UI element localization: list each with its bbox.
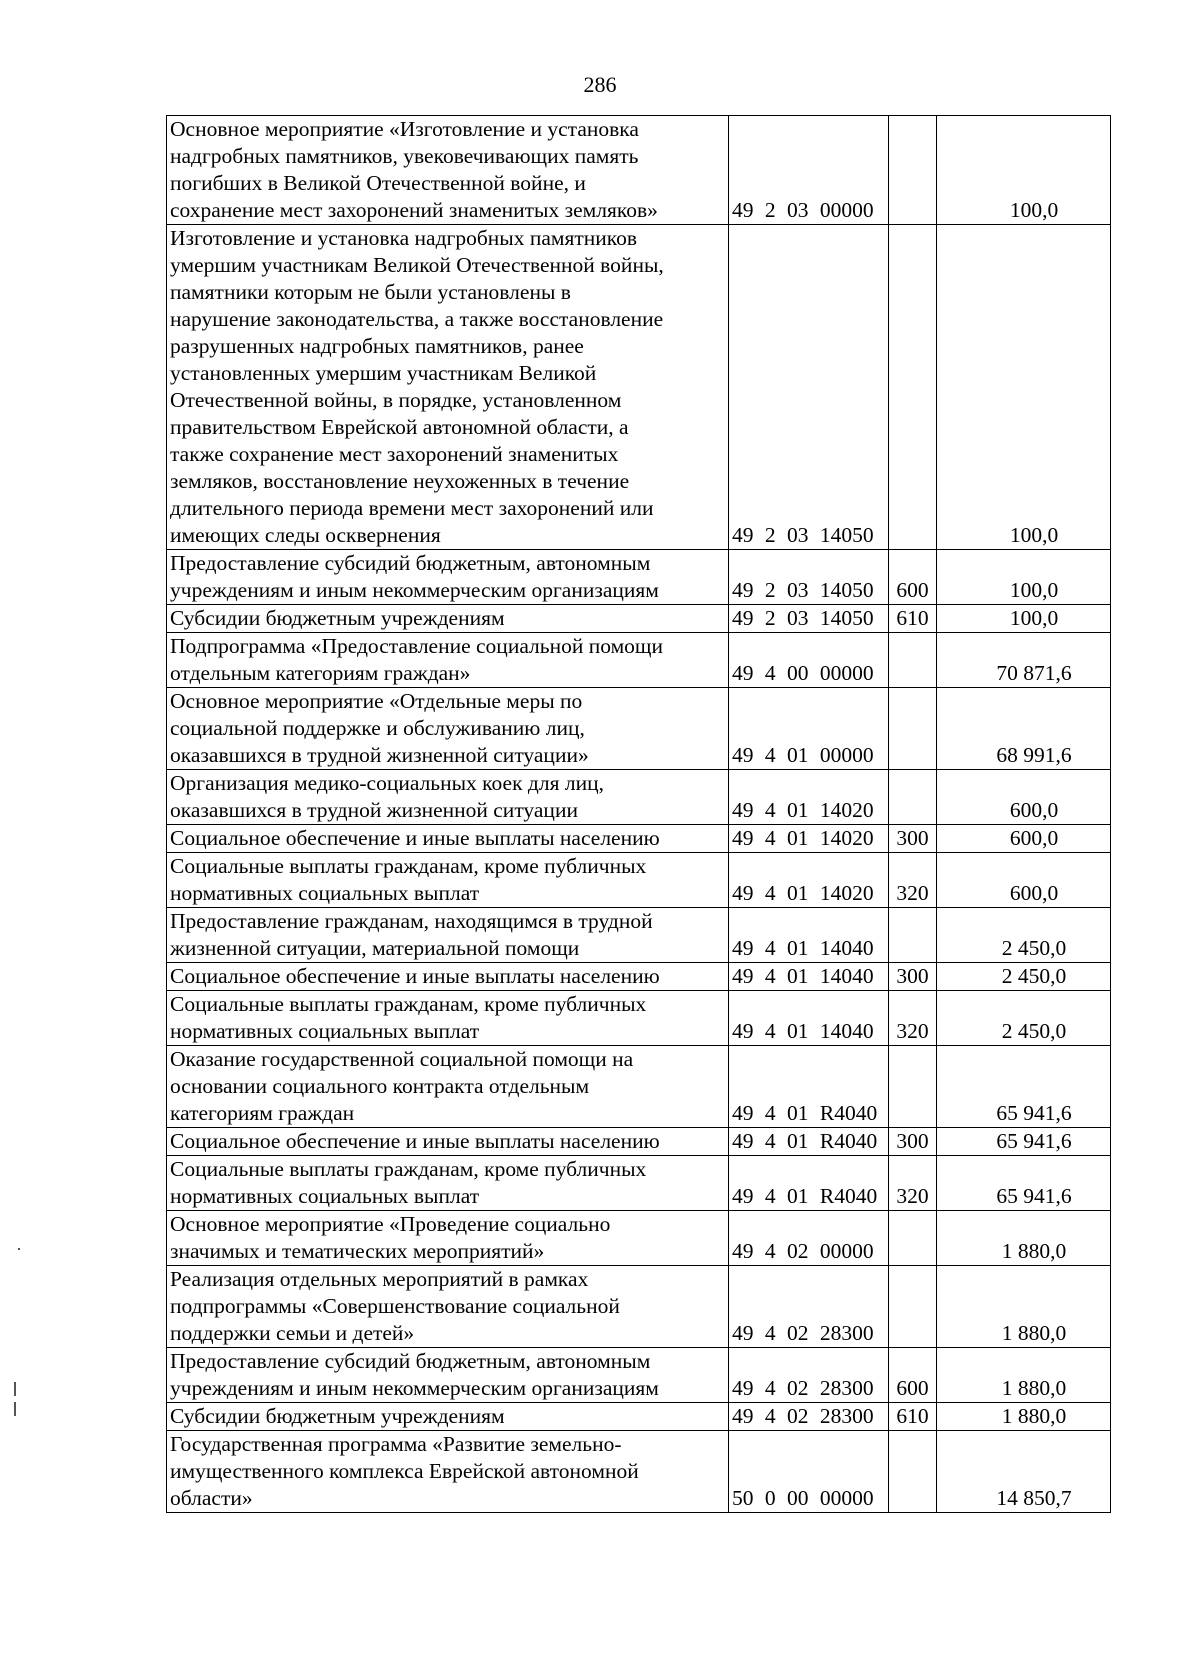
row-name-cell: Изготовление и установка надгробных памятников умершим участникам Великой Отечественной войны, памятники которым не были установлены в нарушение законодательства, а также восстановление разрушенных надгробных памятников, ранее установленных умершим участникам Великой Отечественной войны, в порядке, установленном правительством Еврейской автономной области, а также сохранение мест захоронений знаменитых земляков, восстановление неухоженных в течение длительного периода времени мест захоронений или имеющих следы осквернения [167,225,729,550]
row-type-cell [889,1266,937,1348]
row-name-cell: Реализация отдельных мероприятий в рамках подпрограммы «Совершенствование социальной поддержки семьи и детей» [167,1266,729,1348]
row-name-cell: Организация медико-социальных коек для лиц, оказавшихся в трудной жизненной ситуации [167,770,729,825]
row-name-cell: Основное мероприятие «Отдельные меры по социальной поддержке и обслуживанию лиц, оказавшихся в трудной жизненной ситуации» [167,688,729,770]
row-amount-cell: 1 880,0 [937,1211,1111,1266]
row-type-cell: 610 [889,1403,937,1431]
row-type-cell: 300 [889,825,937,853]
row-code-cell: 50 0 00 00000 [729,1431,889,1513]
row-name-cell: Основное мероприятие «Проведение социально значимых и тематических мероприятий» [167,1211,729,1266]
table-row [167,605,1111,633]
row-amount-cell: 1 880,0 [937,1266,1111,1348]
row-code-cell: 49 4 01 14040 [729,963,889,991]
row-name-cell: Основное мероприятие «Изготовление и установка надгробных памятников, увековечивающих память погибших в Великой Отечественной войне, и сохранение мест захоронений знаменитых земляков» [167,116,729,225]
row-amount-cell: 100,0 [937,116,1111,225]
budget-table [166,115,1111,1513]
table-row [167,1403,1111,1431]
scan-mark [14,1402,16,1416]
row-type-cell [889,633,937,688]
row-amount-cell: 65 941,6 [937,1046,1111,1128]
row-code-cell: 49 4 01 14040 [729,991,889,1046]
row-type-cell [889,225,937,550]
row-name-cell: Социальные выплаты гражданам, кроме публичных нормативных социальных выплат [167,853,729,908]
row-type-cell [889,1046,937,1128]
row-name-cell: Субсидии бюджетным учреждениям [167,1403,729,1431]
row-amount-cell: 68 991,6 [937,688,1111,770]
row-amount-cell: 600,0 [937,825,1111,853]
row-amount-cell: 2 450,0 [937,991,1111,1046]
scan-mark [14,1382,16,1396]
row-type-cell [889,908,937,963]
row-code-cell: 49 4 01 14020 [729,853,889,908]
row-name-cell: Предоставление субсидий бюджетным, автономным учреждениям и иным некоммерческим организациям [167,1348,729,1403]
row-name-cell: Социальные выплаты гражданам, кроме публичных нормативных социальных выплат [167,1156,729,1211]
row-code-cell: 49 4 01 14020 [729,825,889,853]
row-code-cell: 49 4 00 00000 [729,633,889,688]
row-code-cell: 49 4 01 14020 [729,770,889,825]
row-type-cell: 600 [889,550,937,605]
row-name-cell: Социальное обеспечение и иные выплаты населению [167,963,729,991]
row-amount-cell: 65 941,6 [937,1128,1111,1156]
row-type-cell [889,688,937,770]
row-name-cell: Субсидии бюджетным учреждениям [167,605,729,633]
table-row [167,225,1111,550]
row-amount-cell: 1 880,0 [937,1348,1111,1403]
row-amount-cell: 100,0 [937,225,1111,550]
row-name-cell: Подпрограмма «Предоставление социальной помощи отдельным категориям граждан» [167,633,729,688]
row-code-cell: 49 2 03 14050 [729,225,889,550]
scan-mark [18,1248,20,1250]
table-row [167,963,1111,991]
table-body [167,116,1111,1513]
row-type-cell: 320 [889,853,937,908]
row-code-cell: 49 2 03 14050 [729,605,889,633]
table-row [167,853,1111,908]
row-code-cell: 49 4 02 00000 [729,1211,889,1266]
table-row [167,1348,1111,1403]
table-row [167,1156,1111,1211]
table-row [167,1046,1111,1128]
row-amount-cell: 65 941,6 [937,1156,1111,1211]
row-amount-cell: 600,0 [937,853,1111,908]
row-name-cell: Социальные выплаты гражданам, кроме публичных нормативных социальных выплат [167,991,729,1046]
table-row [167,633,1111,688]
row-code-cell: 49 4 01 R4040 [729,1046,889,1128]
row-code-cell: 49 4 01 R4040 [729,1156,889,1211]
row-code-cell: 49 4 02 28300 [729,1403,889,1431]
row-type-cell [889,770,937,825]
row-name-cell: Социальное обеспечение и иные выплаты населению [167,825,729,853]
table-row [167,1128,1111,1156]
row-amount-cell: 1 880,0 [937,1403,1111,1431]
row-name-cell: Государственная программа «Развитие земельно- имущественного комплекса Еврейской автономной области» [167,1431,729,1513]
table-row [167,908,1111,963]
row-code-cell: 49 4 02 28300 [729,1348,889,1403]
row-amount-cell: 2 450,0 [937,908,1111,963]
page-number: 286 [583,72,617,97]
row-amount-cell: 70 871,6 [937,633,1111,688]
row-type-cell [889,116,937,225]
table-row [167,550,1111,605]
table-row [167,116,1111,225]
row-amount-cell: 600,0 [937,770,1111,825]
table-row [167,991,1111,1046]
row-type-cell [889,1211,937,1266]
table-row [167,1431,1111,1513]
row-code-cell: 49 2 03 00000 [729,116,889,225]
table-row [167,688,1111,770]
row-name-cell: Оказание государственной социальной помощи на основании социального контракта отдельным категориям граждан [167,1046,729,1128]
row-code-cell: 49 2 03 14050 [729,550,889,605]
row-code-cell: 49 4 02 28300 [729,1266,889,1348]
row-type-cell: 600 [889,1348,937,1403]
row-amount-cell: 2 450,0 [937,963,1111,991]
row-name-cell: Предоставление гражданам, находящимся в трудной жизненной ситуации, материальной помощи [167,908,729,963]
row-type-cell: 320 [889,1156,937,1211]
table-row [167,825,1111,853]
row-type-cell: 300 [889,1128,937,1156]
table-row [167,1211,1111,1266]
row-amount-cell: 100,0 [937,605,1111,633]
table-row [167,770,1111,825]
row-amount-cell: 14 850,7 [937,1431,1111,1513]
row-type-cell: 610 [889,605,937,633]
row-name-cell: Предоставление субсидий бюджетным, автономным учреждениям и иным некоммерческим организациям [167,550,729,605]
row-amount-cell: 100,0 [937,550,1111,605]
row-code-cell: 49 4 01 00000 [729,688,889,770]
row-name-cell: Социальное обеспечение и иные выплаты населению [167,1128,729,1156]
row-type-cell: 300 [889,963,937,991]
row-code-cell: 49 4 01 14040 [729,908,889,963]
row-type-cell: 320 [889,991,937,1046]
row-type-cell [889,1431,937,1513]
row-code-cell: 49 4 01 R4040 [729,1128,889,1156]
table-row [167,1266,1111,1348]
